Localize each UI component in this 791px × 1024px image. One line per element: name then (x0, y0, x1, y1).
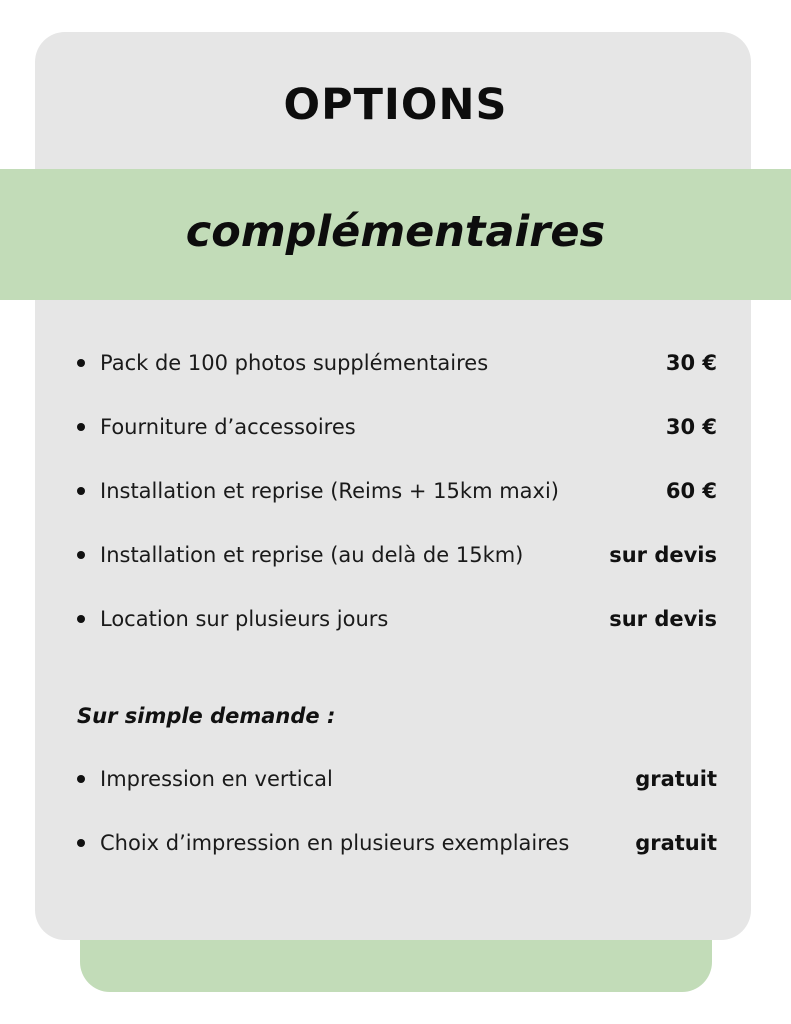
option-label: Installation et reprise (Reims + 15km maxi) (100, 479, 559, 503)
list-item (77, 348, 717, 378)
bullet-icon (77, 423, 85, 431)
list-item (77, 764, 717, 794)
bullet-icon (77, 359, 85, 367)
bullet-icon (77, 615, 85, 623)
option-label: Pack de 100 photos supplémentaires (100, 351, 489, 375)
bullet-icon (77, 487, 85, 495)
page-subtitle: complémentaires (185, 207, 606, 257)
list-item (77, 604, 717, 634)
option-price: gratuit (635, 831, 717, 855)
option-label: Location sur plusieurs jours (100, 607, 389, 631)
option-price: sur devis (609, 607, 717, 631)
list-item (77, 412, 717, 442)
option-price: 60 € (665, 479, 717, 503)
bullet-icon (77, 775, 85, 783)
bullet-icon (77, 839, 85, 847)
option-label: Installation et reprise (au delà de 15km) (100, 543, 524, 567)
option-price: 30 € (665, 415, 717, 439)
option-label: Impression en vertical (100, 767, 333, 791)
option-label: Fourniture d’accessoires (100, 415, 356, 439)
list-item (77, 476, 717, 506)
option-price: 30 € (665, 351, 717, 375)
list-item (77, 540, 717, 570)
page-title: OPTIONS (283, 80, 508, 130)
option-price: gratuit (635, 767, 717, 791)
option-price: sur devis (609, 543, 717, 567)
on-request-heading: Sur simple demande : (77, 704, 336, 728)
subtitle-band (0, 169, 791, 300)
option-label: Choix d’impression en plusieurs exemplaires (100, 831, 570, 855)
list-item (77, 828, 717, 858)
bullet-icon (77, 551, 85, 559)
